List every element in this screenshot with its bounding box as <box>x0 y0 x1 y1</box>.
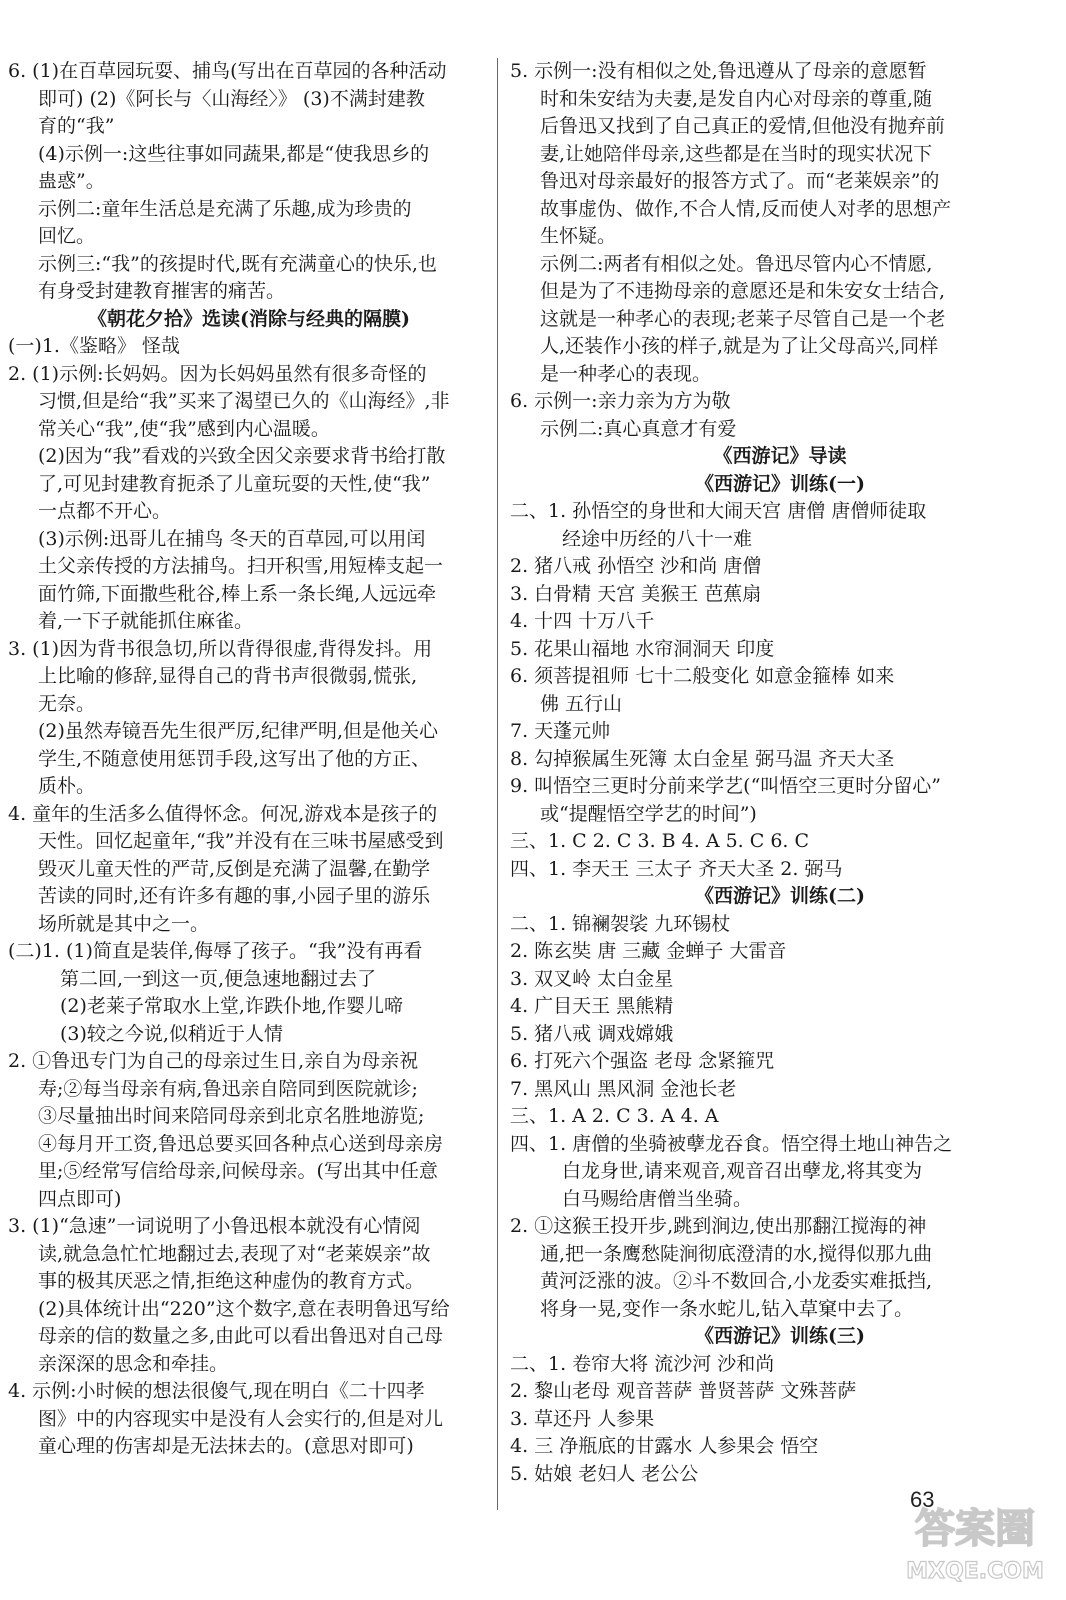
right-column <box>510 58 1050 1488</box>
page-number: 63 <box>910 1487 935 1512</box>
left-answer-line: 示例三:“我”的孩提时代,既有充满童心的快乐,也 <box>38 252 437 275</box>
left-answer-line: 即可) (2)《阿长与〈山海经〉》 (3)不满封建教 <box>38 87 425 110</box>
left-answer-line: 常关心“我”,使“我”感到内心温暖。 <box>38 417 330 440</box>
left-answer-line: 习惯,但是给“我”买来了渴望已久的《山海经》,非 <box>38 390 450 412</box>
left-answer-line: 事的极其厌恶之情,拒绝这种虚伪的教育方式。 <box>38 1270 425 1292</box>
left-answer-line: (二)1. (1)简直是装佯,侮辱了孩子。“我”没有再看 <box>8 940 423 962</box>
right-section-title: 《西游记》训练(一) <box>695 472 865 495</box>
right-answer-line: 7. 黑风山 黑风洞 金池长老 <box>510 1077 737 1100</box>
right-answer-line: 鲁迅对母亲最好的报答方式了。而“老莱娱亲”的 <box>540 170 940 192</box>
left-answer-line: 天性。回忆起童年,“我”并没有在三味书屋感受到 <box>38 830 444 852</box>
left-answer-line: 图》中的内容现实中是没有人会实行的,但是对儿 <box>38 1407 444 1430</box>
right-answer-line: 4. 三 净瓶底的甘露水 人参果会 悟空 <box>510 1435 819 1457</box>
right-answer-line: 四、1. 唐僧的坐骑被孽龙吞食。悟空得土地山神告之 <box>510 1132 953 1155</box>
left-answer-line: 苦读的同时,还有许多有趣的事,小园子里的游乐 <box>38 885 431 907</box>
left-answer-line: 有身受封建教育摧害的痛苦。 <box>38 280 286 302</box>
right-answer-line: 三、1. A 2. C 3. A 4. A <box>510 1105 719 1127</box>
right-answer-line: 2. 陈玄奘 唐 三藏 金蝉子 大雷音 <box>510 940 787 962</box>
right-answer-line: 妻,让她陪伴母亲,这些都是在当时的现实状况下 <box>540 142 933 165</box>
right-answer-line: 或“提醒悟空学艺的时间”) <box>540 802 757 825</box>
left-answer-line: 4. 童年的生活多么值得怀念。何况,游戏本是孩子的 <box>8 802 438 825</box>
right-answer-line: 5. 姑娘 老妇人 老公公 <box>510 1462 699 1485</box>
left-answer-line: (3)示例:迅哥儿在捕鸟 冬天的百草园,可以用闰 <box>38 527 426 550</box>
left-answer-line: 育的“我” <box>38 115 115 137</box>
left-answer-line: 6. (1)在百草园玩耍、捕鸟(写出在百草园的各种活动 <box>8 60 447 82</box>
right-answer-line: 这就是一种孝心的表现;老莱子尽管自己是一个老 <box>540 307 946 330</box>
right-section-title: 《西游记》训练(三) <box>695 1325 865 1347</box>
right-answer-line: 通,把一条鹰愁陡涧彻底澄清的水,搅得似那九曲 <box>540 1242 933 1265</box>
left-answer-line: 亲深深的思念和牵挂。 <box>38 1352 229 1375</box>
left-answer-line: (3)较之今说,似稍近于人情 <box>60 1022 283 1045</box>
right-answer-line: 是一种孝心的表现。 <box>540 362 712 385</box>
left-answer-line: 着,一下子就能抓住麻雀。 <box>38 610 254 632</box>
right-answer-line: 8. 勾掉猴属生死簿 太白金星 弼马温 齐天大圣 <box>510 747 895 770</box>
left-column <box>8 58 490 1461</box>
right-answer-line: 9. 叫悟空三更时分前来学艺(“叫悟空三更时分留心” <box>510 775 942 797</box>
right-answer-line: 5. 花果山福地 水帘洞洞天 印度 <box>510 637 775 660</box>
right-answer-line: 白马赐给唐僧当坐骑。 <box>562 1187 753 1210</box>
left-answer-line: 毁灭儿童天性的严苛,反倒是充满了温馨,在勤学 <box>38 857 431 880</box>
left-answer-line: (2)因为“我”看戏的兴致全因父亲要求背书给打散 <box>38 445 446 467</box>
right-answer-line: 二、1. 锦襕袈裟 九环锡杖 <box>510 912 731 935</box>
left-answer-line: 2. ①鲁迅专门为自己的母亲过生日,亲自为母亲祝 <box>8 1050 419 1072</box>
right-answer-line: 将身一晃,变作一条水蛇儿,钻入草窠中去了。 <box>540 1297 914 1320</box>
right-answer-line: 3. 草还丹 人参果 <box>510 1407 655 1430</box>
left-answer-line: 无奈。 <box>38 692 96 715</box>
right-answer-line: 2. 猪八戒 孙悟空 沙和尚 唐僧 <box>510 555 762 577</box>
right-answer-line: 3. 白骨精 天宫 美猴王 芭蕉扇 <box>510 582 762 605</box>
left-answer-line: 寿;②每当母亲有病,鲁迅亲自陪同到医院就诊; <box>38 1077 418 1100</box>
left-answer-line: 四点即可) <box>38 1187 122 1210</box>
left-answer-line: 回忆。 <box>38 225 96 247</box>
right-answer-line: 人,还装作小孩的样子,就是为了让父母高兴,同样 <box>540 335 939 357</box>
right-answer-line: 生怀疑。 <box>540 225 617 247</box>
right-answer-line: 3. 双叉岭 太白金星 <box>510 967 674 990</box>
right-section-title: 《西游记》导读 <box>713 445 847 467</box>
left-answer-line: (2)虽然寿镜吾先生很严厉,纪律严明,但是他关心 <box>38 720 438 742</box>
right-section-title: 《西游记》训练(二) <box>695 885 865 907</box>
left-answer-line: 上比喻的修辞,显得自己的背书声很微弱,慌张, <box>38 665 418 687</box>
right-answer-line: 6. 示例一:亲力亲为方为敬 <box>510 390 731 412</box>
right-answer-line: 二、1. 卷帘大将 流沙河 沙和尚 <box>510 1352 775 1375</box>
right-answer-line: 6. 须菩提祖师 七十二般变化 如意金箍棒 如来 <box>510 665 895 687</box>
left-answer-line: 场所就是其中之一。 <box>38 912 210 935</box>
left-answer-line: (2)老莱子常取水上堂,诈跌仆地,作婴儿啼 <box>60 995 403 1017</box>
left-answer-line: 面竹筛,下面撒些秕谷,棒上系一条长绳,人远远牵 <box>38 582 437 605</box>
left-answer-line: 3. (1)“急速”一词说明了小鲁迅根本就没有心情阅 <box>8 1215 421 1237</box>
right-answer-line: 7. 天蓬元帅 <box>510 720 611 742</box>
left-section-title: 《朝花夕拾》选读(消除与经典的隔膜) <box>88 307 410 330</box>
left-answer-line: 3. (1)因为背书很急切,所以背得很虚,背得发抖。用 <box>8 637 433 660</box>
right-answer-line: 4. 十四 十万八千 <box>510 610 655 632</box>
right-answer-line: 三、1. C 2. C 3. B 4. A 5. C 6. C <box>510 830 810 852</box>
left-answer-line: (2)具体统计出“220”这个数字,意在表明鲁迅写给 <box>38 1297 450 1320</box>
left-answer-line: 质朴。 <box>38 775 96 797</box>
watermark-text-cn: 答案圈 <box>915 1506 1035 1552</box>
left-answer-line: 读,就急急忙忙地翻过去,表现了对“老莱娱亲”故 <box>38 1242 431 1265</box>
right-answer-line: 故事虚伪、做作,不合人情,反而使人对孝的思想产 <box>540 197 952 220</box>
right-answer-line: 黄河泛涨的波。②斗不数回合,小龙委实难抵挡, <box>540 1270 933 1292</box>
right-answer-line: 5. 猪八戒 调戏嫦娥 <box>510 1022 674 1045</box>
left-answer-line: ④每月开工资,鲁迅总要买回各种点心送到母亲房 <box>38 1132 444 1155</box>
left-answer-line: (一)1.《鉴略》 怪哉 <box>8 335 180 357</box>
right-answer-line: 5. 示例一:没有相似之处,鲁迅遵从了母亲的意愿暂 <box>510 60 927 82</box>
column-divider <box>497 58 498 1510</box>
right-answer-line: 佛 五行山 <box>540 692 623 715</box>
right-answer-line: 经途中历经的八十一难 <box>562 527 753 550</box>
right-answer-line: 4. 广目天王 黑熊精 <box>510 995 674 1017</box>
right-answer-line: 2. 黎山老母 观音菩萨 普贤菩萨 文殊菩萨 <box>510 1380 857 1402</box>
right-answer-line: 白龙身世,请来观音,观音召出孽龙,将其变为 <box>562 1160 923 1182</box>
left-answer-line: 了,可见封建教育扼杀了儿童玩耍的天性,使“我” <box>38 472 431 495</box>
watermark-logo <box>890 1490 1060 1590</box>
right-answer-line: 2. ①这猴王投开步,跳到涧边,使出那翻江搅海的神 <box>510 1215 927 1237</box>
left-answer-line: 4. 示例:小时候的想法很傻气,现在明白《二十四孝 <box>8 1380 425 1402</box>
right-answer-line: 四、1. 李天王 三太子 齐天大圣 2. 弼马 <box>510 857 843 880</box>
left-answer-line: 蛊惑”。 <box>38 170 105 192</box>
watermark-text-url: MXQE.COM <box>906 1559 1044 1584</box>
right-answer-line: 二、1. 孙悟空的身世和大闹天宫 唐僧 唐僧师徒取 <box>510 500 927 522</box>
left-answer-line: ③尽量抽出时间来陪同母亲到北京名胜地游览; <box>38 1105 425 1127</box>
left-answer-line: 土父亲传授的方法捕鸟。扫开积雪,用短棒支起一 <box>38 555 444 577</box>
left-answer-line: 2. (1)示例:长妈妈。因为长妈妈虽然有很多奇怪的 <box>8 362 427 385</box>
left-answer-line: 第二回,一到这一页,便急速地翻过去了 <box>60 967 377 990</box>
right-answer-line: 后鲁迅又找到了自己真正的爱情,但他没有抛弃前 <box>540 115 946 137</box>
left-answer-line: 里;⑤经常写信给母亲,问候母亲。(写出其中任意 <box>38 1160 438 1182</box>
left-answer-line: 学生,不随意使用惩罚手段,这写出了他的方正、 <box>38 747 431 770</box>
right-answer-line: 6. 打死六个强盗 老母 念紧箍咒 <box>510 1050 775 1072</box>
left-answer-line: 一点都不开心。 <box>38 500 172 522</box>
right-answer-line: 时和朱安结为夫妻,是发自内心对母亲的尊重,随 <box>540 87 933 110</box>
right-answer-line: 示例二:两者有相似之处。鲁迅尽管内心不情愿, <box>540 252 933 275</box>
left-answer-line: (4)示例一:这些往事如同蔬果,都是“使我思乡的 <box>38 142 430 165</box>
left-answer-line: 示例二:童年生活总是充满了乐趣,成为珍贵的 <box>38 197 412 220</box>
right-answer-line: 但是为了不违拗母亲的意愿还是和朱安女士结合, <box>540 280 946 302</box>
left-answer-line: 童心理的伤害却是无法抹去的。(意思对即可) <box>38 1435 414 1457</box>
right-answer-line: 示例二:真心真意才有爱 <box>540 417 737 440</box>
left-answer-line: 母亲的信的数量之多,由此可以看出鲁迅对自己母 <box>38 1325 444 1347</box>
